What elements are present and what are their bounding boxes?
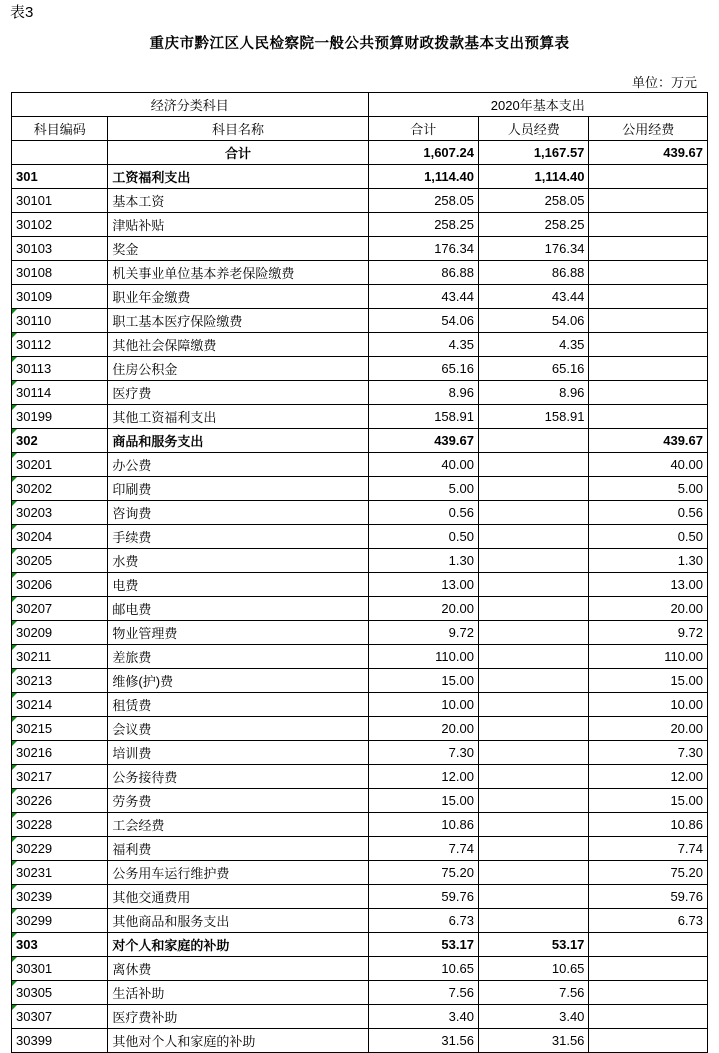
- cell-name: 医疗费补助: [108, 1005, 368, 1029]
- cell-total: 10.86: [368, 813, 478, 837]
- cell-total: 9.72: [368, 621, 478, 645]
- table-row: [12, 405, 708, 429]
- cell-name: 物业管理费: [108, 621, 368, 645]
- cell-personnel: [478, 909, 588, 933]
- cell-code: 30229: [12, 837, 108, 861]
- table-row: [12, 957, 708, 981]
- table-row: [12, 861, 708, 885]
- cell-total: 110.00: [368, 645, 478, 669]
- cell-public: 439.67: [589, 429, 708, 453]
- cell-public: 12.00: [589, 765, 708, 789]
- cell-total: 40.00: [368, 453, 478, 477]
- cell-public: 10.00: [589, 693, 708, 717]
- cell-public: 7.74: [589, 837, 708, 861]
- table-row: [12, 741, 708, 765]
- table-row: [12, 837, 708, 861]
- cell-personnel: 1,114.40: [478, 165, 588, 189]
- cell-name: 差旅费: [108, 645, 368, 669]
- cell-code: 30217: [12, 765, 108, 789]
- cell-total: 20.00: [368, 717, 478, 741]
- cell-code: 30109: [12, 285, 108, 309]
- table-row: [12, 525, 708, 549]
- cell-name: 办公费: [108, 453, 368, 477]
- table-row: [12, 933, 708, 957]
- table-row: [12, 981, 708, 1005]
- cell-personnel: 43.44: [478, 285, 588, 309]
- cell-personnel: [478, 477, 588, 501]
- table-row: [12, 765, 708, 789]
- cell-public: [589, 405, 708, 429]
- table-row: [12, 549, 708, 573]
- table-row: [12, 669, 708, 693]
- cell-name: 生活补助: [108, 981, 368, 1005]
- table-row: [12, 453, 708, 477]
- cell-name: 离休费: [108, 957, 368, 981]
- page-title: 重庆市黔江区人民检察院一般公共预算财政拨款基本支出预算表: [149, 36, 570, 52]
- table-row: [12, 597, 708, 621]
- cell-name: 职工基本医疗保险缴费: [108, 309, 368, 333]
- table-row: [12, 189, 708, 213]
- cell-public: [589, 1029, 708, 1053]
- cell-total: 176.34: [368, 237, 478, 261]
- cell-public: 40.00: [589, 453, 708, 477]
- table-row: [12, 573, 708, 597]
- cell-public: 5.00: [589, 477, 708, 501]
- table-row: [12, 165, 708, 189]
- cell-name: 合计: [108, 141, 368, 165]
- cell-personnel: 176.34: [478, 237, 588, 261]
- cell-public: 1.30: [589, 549, 708, 573]
- cell-code: 30231: [12, 861, 108, 885]
- header-col-name: 科目名称: [108, 117, 368, 141]
- cell-code: [12, 141, 108, 165]
- table-row: [12, 813, 708, 837]
- cell-public: [589, 213, 708, 237]
- cell-total: 8.96: [368, 381, 478, 405]
- header-col-total: 合计: [368, 117, 478, 141]
- cell-total: 0.56: [368, 501, 478, 525]
- cell-code: 30114: [12, 381, 108, 405]
- cell-total: 59.76: [368, 885, 478, 909]
- table-row: [12, 333, 708, 357]
- cell-code: 30213: [12, 669, 108, 693]
- cell-code: 30211: [12, 645, 108, 669]
- cell-personnel: 53.17: [478, 933, 588, 957]
- cell-personnel: [478, 525, 588, 549]
- cell-name: 手续费: [108, 525, 368, 549]
- cell-personnel: [478, 573, 588, 597]
- cell-code: 30110: [12, 309, 108, 333]
- cell-name: 福利费: [108, 837, 368, 861]
- cell-personnel: [478, 693, 588, 717]
- cell-code: 30102: [12, 213, 108, 237]
- unit-label: 单位：万元: [631, 75, 697, 90]
- cell-code: 30228: [12, 813, 108, 837]
- cell-public: 439.67: [589, 141, 708, 165]
- cell-personnel: 1,167.57: [478, 141, 588, 165]
- cell-public: 110.00: [589, 645, 708, 669]
- cell-code: 30112: [12, 333, 108, 357]
- cell-personnel: [478, 429, 588, 453]
- table-header-group-row: [12, 93, 708, 117]
- cell-personnel: [478, 861, 588, 885]
- cell-name: 商品和服务支出: [108, 429, 368, 453]
- cell-public: [589, 981, 708, 1005]
- cell-code: 30399: [12, 1029, 108, 1053]
- cell-code: 30113: [12, 357, 108, 381]
- cell-total: 439.67: [368, 429, 478, 453]
- cell-code: 30214: [12, 693, 108, 717]
- cell-name: 邮电费: [108, 597, 368, 621]
- table-row: [12, 693, 708, 717]
- cell-code: 30203: [12, 501, 108, 525]
- cell-total: 43.44: [368, 285, 478, 309]
- cell-name: 培训费: [108, 741, 368, 765]
- cell-public: [589, 309, 708, 333]
- cell-code: 30216: [12, 741, 108, 765]
- cell-total: 4.35: [368, 333, 478, 357]
- cell-personnel: [478, 813, 588, 837]
- cell-total: 54.06: [368, 309, 478, 333]
- table-row: [12, 261, 708, 285]
- cell-public: [589, 1005, 708, 1029]
- header-group-right: 2020年基本支出: [368, 93, 707, 117]
- cell-code: 302: [12, 429, 108, 453]
- cell-code: 30206: [12, 573, 108, 597]
- cell-public: [589, 285, 708, 309]
- cell-code: 30207: [12, 597, 108, 621]
- cell-personnel: 258.25: [478, 213, 588, 237]
- cell-name: 其他商品和服务支出: [108, 909, 368, 933]
- cell-name: 维修(护)费: [108, 669, 368, 693]
- cell-public: [589, 933, 708, 957]
- table-row: [12, 141, 708, 165]
- cell-total: 20.00: [368, 597, 478, 621]
- cell-total: 10.65: [368, 957, 478, 981]
- cell-code: 30215: [12, 717, 108, 741]
- cell-code: 30204: [12, 525, 108, 549]
- table-row: [12, 717, 708, 741]
- budget-table: [11, 92, 708, 1053]
- cell-public: [589, 333, 708, 357]
- cell-code: 30199: [12, 405, 108, 429]
- cell-total: 1,607.24: [368, 141, 478, 165]
- cell-personnel: [478, 453, 588, 477]
- cell-public: [589, 189, 708, 213]
- cell-personnel: 8.96: [478, 381, 588, 405]
- cell-public: [589, 357, 708, 381]
- cell-code: 30101: [12, 189, 108, 213]
- cell-name: 工资福利支出: [108, 165, 368, 189]
- table-row: [12, 885, 708, 909]
- cell-total: 5.00: [368, 477, 478, 501]
- cell-total: 1,114.40: [368, 165, 478, 189]
- cell-public: 20.00: [589, 717, 708, 741]
- cell-total: 3.40: [368, 1005, 478, 1029]
- cell-name: 医疗费: [108, 381, 368, 405]
- header-col-personnel: 人员经费: [478, 117, 588, 141]
- cell-total: 53.17: [368, 933, 478, 957]
- cell-code: 30103: [12, 237, 108, 261]
- cell-total: 0.50: [368, 525, 478, 549]
- table-row: [12, 357, 708, 381]
- cell-personnel: 10.65: [478, 957, 588, 981]
- cell-total: 7.74: [368, 837, 478, 861]
- cell-name: 咨询费: [108, 501, 368, 525]
- cell-code: 30305: [12, 981, 108, 1005]
- cell-name: 劳务费: [108, 789, 368, 813]
- cell-code: 30226: [12, 789, 108, 813]
- cell-total: 15.00: [368, 669, 478, 693]
- table-row: [12, 621, 708, 645]
- cell-name: 公务用车运行维护费: [108, 861, 368, 885]
- table-row: [12, 645, 708, 669]
- cell-code: 30307: [12, 1005, 108, 1029]
- cell-name: 印刷费: [108, 477, 368, 501]
- table-row: [12, 477, 708, 501]
- cell-total: 13.00: [368, 573, 478, 597]
- table-row: [12, 501, 708, 525]
- cell-name: 职业年金缴费: [108, 285, 368, 309]
- cell-total: 258.05: [368, 189, 478, 213]
- cell-name: 其他交通费用: [108, 885, 368, 909]
- table-row: [12, 909, 708, 933]
- cell-total: 12.00: [368, 765, 478, 789]
- cell-name: 基本工资: [108, 189, 368, 213]
- cell-code: 30299: [12, 909, 108, 933]
- cell-total: 86.88: [368, 261, 478, 285]
- cell-personnel: [478, 837, 588, 861]
- cell-code: 30209: [12, 621, 108, 645]
- cell-personnel: [478, 789, 588, 813]
- cell-personnel: 65.16: [478, 357, 588, 381]
- cell-public: [589, 165, 708, 189]
- table-row: [12, 381, 708, 405]
- cell-name: 住房公积金: [108, 357, 368, 381]
- header-col-code: 科目编码: [12, 117, 108, 141]
- cell-total: 10.00: [368, 693, 478, 717]
- cell-name: 公务接待费: [108, 765, 368, 789]
- cell-code: 30201: [12, 453, 108, 477]
- cell-personnel: [478, 549, 588, 573]
- table-row: [12, 1005, 708, 1029]
- cell-code: 30202: [12, 477, 108, 501]
- cell-public: 6.73: [589, 909, 708, 933]
- table-row: [12, 213, 708, 237]
- table-row: [12, 1029, 708, 1053]
- cell-total: 6.73: [368, 909, 478, 933]
- cell-name: 奖金: [108, 237, 368, 261]
- cell-total: 7.30: [368, 741, 478, 765]
- cell-public: 10.86: [589, 813, 708, 837]
- cell-personnel: [478, 717, 588, 741]
- cell-personnel: 7.56: [478, 981, 588, 1005]
- cell-name: 对个人和家庭的补助: [108, 933, 368, 957]
- cell-name: 其他社会保障缴费: [108, 333, 368, 357]
- sheet-label: 表3: [10, 4, 34, 21]
- cell-code: 301: [12, 165, 108, 189]
- cell-name: 水费: [108, 549, 368, 573]
- cell-name: 会议费: [108, 717, 368, 741]
- cell-total: 158.91: [368, 405, 478, 429]
- cell-personnel: 3.40: [478, 1005, 588, 1029]
- cell-name: 租赁费: [108, 693, 368, 717]
- cell-personnel: 258.05: [478, 189, 588, 213]
- cell-personnel: [478, 501, 588, 525]
- cell-personnel: [478, 669, 588, 693]
- cell-personnel: [478, 597, 588, 621]
- cell-name: 津贴补贴: [108, 213, 368, 237]
- cell-code: 303: [12, 933, 108, 957]
- cell-name: 其他对个人和家庭的补助: [108, 1029, 368, 1053]
- cell-total: 15.00: [368, 789, 478, 813]
- cell-total: 75.20: [368, 861, 478, 885]
- cell-name: 其他工资福利支出: [108, 405, 368, 429]
- cell-public: 13.00: [589, 573, 708, 597]
- cell-public: 75.20: [589, 861, 708, 885]
- table-row: [12, 309, 708, 333]
- cell-public: 15.00: [589, 669, 708, 693]
- cell-total: 31.56: [368, 1029, 478, 1053]
- cell-personnel: [478, 885, 588, 909]
- table-row: [12, 429, 708, 453]
- cell-code: 30108: [12, 261, 108, 285]
- cell-public: 9.72: [589, 621, 708, 645]
- cell-name: 工会经费: [108, 813, 368, 837]
- cell-name: 电费: [108, 573, 368, 597]
- cell-personnel: 158.91: [478, 405, 588, 429]
- header-col-public: 公用经费: [589, 117, 708, 141]
- table-row: [12, 789, 708, 813]
- cell-public: 59.76: [589, 885, 708, 909]
- cell-public: 0.50: [589, 525, 708, 549]
- cell-personnel: 31.56: [478, 1029, 588, 1053]
- cell-public: [589, 381, 708, 405]
- cell-public: 7.30: [589, 741, 708, 765]
- cell-personnel: 86.88: [478, 261, 588, 285]
- cell-total: 7.56: [368, 981, 478, 1005]
- cell-public: 0.56: [589, 501, 708, 525]
- cell-personnel: 54.06: [478, 309, 588, 333]
- cell-personnel: [478, 621, 588, 645]
- cell-public: 20.00: [589, 597, 708, 621]
- cell-public: [589, 957, 708, 981]
- cell-name: 机关事业单位基本养老保险缴费: [108, 261, 368, 285]
- cell-personnel: [478, 645, 588, 669]
- cell-total: 65.16: [368, 357, 478, 381]
- cell-public: 15.00: [589, 789, 708, 813]
- header-group-left: 经济分类科目: [12, 93, 369, 117]
- cell-personnel: [478, 765, 588, 789]
- cell-code: 30301: [12, 957, 108, 981]
- cell-personnel: [478, 741, 588, 765]
- cell-total: 258.25: [368, 213, 478, 237]
- cell-code: 30205: [12, 549, 108, 573]
- cell-personnel: 4.35: [478, 333, 588, 357]
- cell-public: [589, 237, 708, 261]
- table-row: [12, 285, 708, 309]
- cell-public: [589, 261, 708, 285]
- cell-total: 1.30: [368, 549, 478, 573]
- cell-code: 30239: [12, 885, 108, 909]
- table-header-row: [12, 117, 708, 141]
- table-row: [12, 237, 708, 261]
